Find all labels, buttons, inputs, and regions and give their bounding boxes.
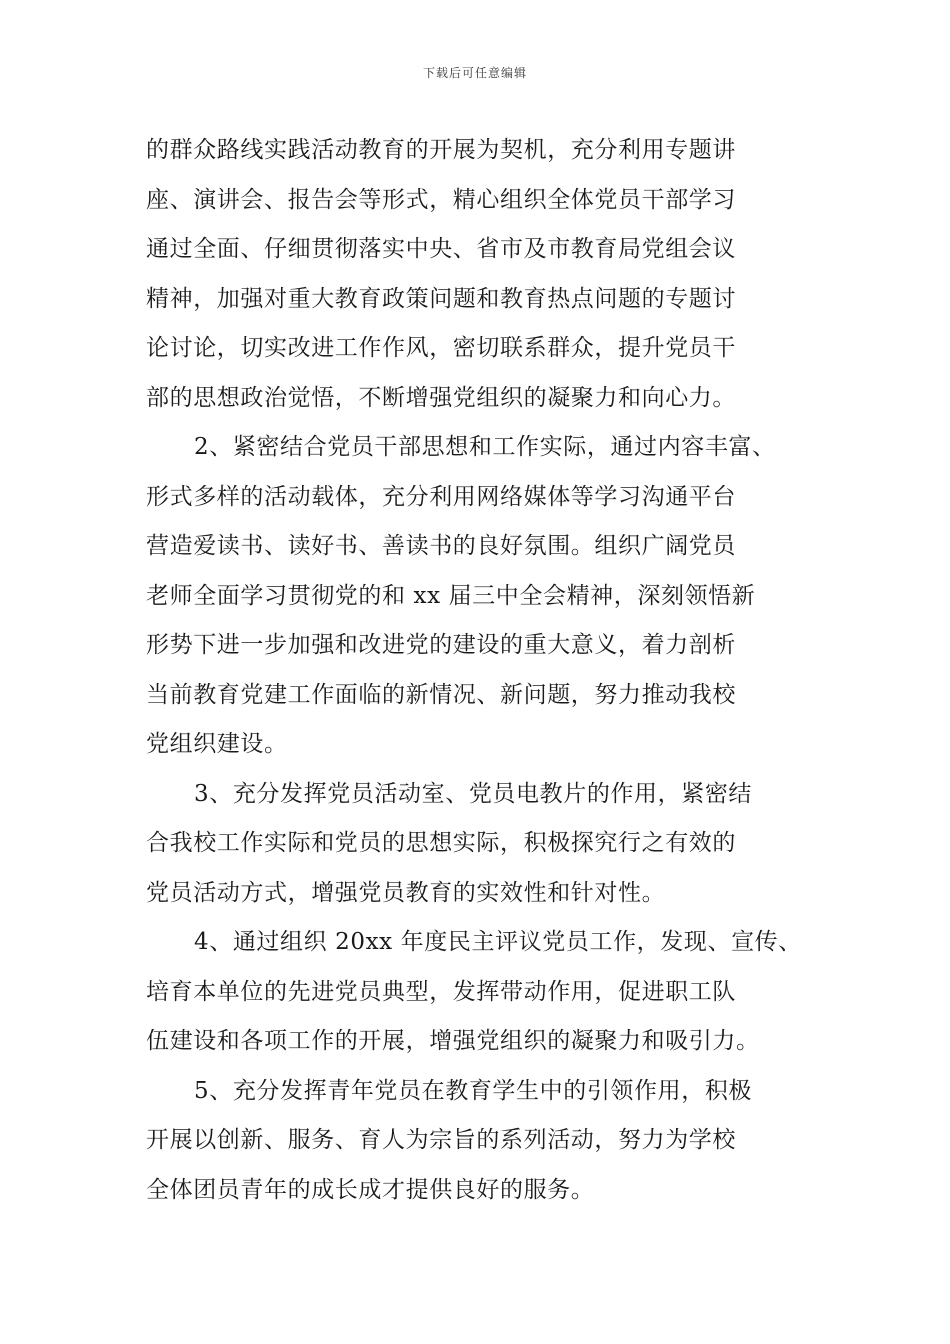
paragraph [146,1067,826,1216]
paragraph [146,770,826,919]
text-line: 3、充分发挥党员活动室、党员电教片的作用，紧密结 [194,780,753,807]
paragraph [146,126,826,423]
text-line: 形式多样的活动载体，充分利用网络媒体等学习沟通平台 [146,483,736,510]
text-line: 精神，加强对重大教育政策问题和教育热点问题的专题讨 [146,285,736,312]
text-line: 全体团员青年的成长成才提供良好的服务。 [146,1176,595,1203]
text-line: 开展以创新、服务、育人为宗旨的系列活动，努力为学校 [146,1127,736,1153]
text-line: 5、充分发挥青年党员在教育学生中的引领作用，积极 [194,1077,753,1104]
text-line: 党组织建设。 [146,731,288,757]
paragraph [146,918,826,1067]
text-line: 合我校工作实际和党员的思想实际，积极探究行之有效的 [146,830,736,856]
text-line: 通过全面、仔细贯彻落实中央、省市及市教育局党组会议 [146,236,736,262]
text-line: 形势下进一步加强和改进党的建设的重大意义，着力剖析 [146,632,736,658]
paragraph [146,423,826,770]
text-line: 当前教育党建工作面临的新情况、新问题，努力推动我校 [146,681,736,708]
text-line: 的群众路线实践活动教育的开展为契机，充分利用专题讲 [146,137,736,163]
text-line: 4、通过组织 20xx 年度民主评议党员工作，发现、宣传、 [194,929,802,955]
text-line: 座、演讲会、报告会等形式，精心组织全体党员干部学习 [146,186,736,213]
text-line: 2、紧密结合党员干部思想和工作实际，通过内容丰富、 [194,434,776,460]
text-line: 论讨论，切实改进工作作风，密切联系群众，提升党员干 [146,335,736,361]
text-line: 营造爱读书、读好书、善读书的良好氛围。组织广阔党员 [146,533,736,559]
page-header: 下载后可任意编辑 [422,66,527,80]
text-line: 老师全面学习贯彻党的和 xx 届三中全会精神，深刻领悟新 [146,582,756,609]
text-line: 伍建设和各项工作的开展，增强党组织的凝聚力和吸引力。 [146,1028,760,1054]
text-line: 部的思想政治觉悟，不断增强党组织的凝聚力和向心力。 [146,384,736,411]
text-line: 党员活动方式，增强党员教育的实效性和针对性。 [146,879,666,906]
document-body [146,126,826,1215]
text-line: 培育本单位的先进党员典型，发挥带动作用，促进职工队 [146,978,736,1005]
